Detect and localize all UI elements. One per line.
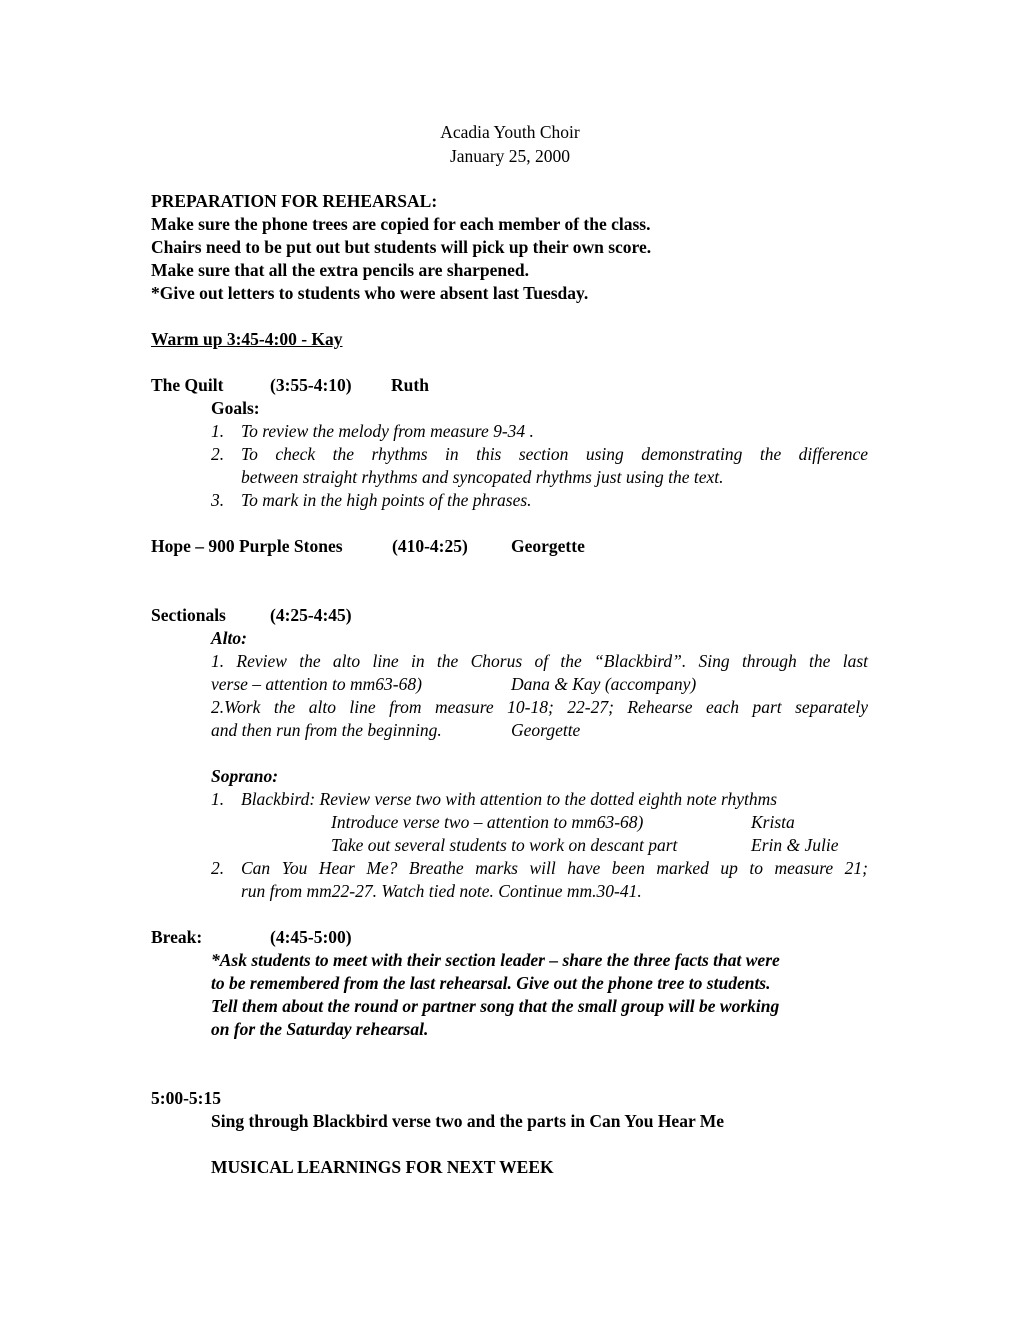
goal-text: To check the rhythms in this section using demonstrating the difference <box>241 444 868 464</box>
quilt-title: The Quilt <box>151 375 224 395</box>
goal-number: 1. <box>211 421 225 441</box>
document-date: January 25, 2000 <box>449 146 571 166</box>
goal-text: To mark in the high points of the phrases. <box>241 490 532 510</box>
alto-item-1-leader: Dana & Kay (accompany) <box>511 674 697 694</box>
soprano-item-1-line-2: Introduce verse two – attention to mm63-68) <box>331 812 644 832</box>
alto-label: Alto: <box>211 628 247 648</box>
hope-heading <box>151 535 595 558</box>
alto-item-2: 2.Work the alto line from measure 10-18; 22-27; Rehearse each part separately <box>211 697 868 717</box>
preparation-line: *Give out letters to students who were absent last Tuesday. <box>151 283 589 303</box>
alto-item-1: 1. Review the alto line in the Chorus of the “Blackbird”. Sing through the last <box>211 651 868 671</box>
sectionals-title: Sectionals <box>151 605 226 625</box>
soprano-item-2: Can You Hear Me? Breathe marks will have been marked up to measure 21; <box>241 858 868 878</box>
musical-learnings-heading: MUSICAL LEARNINGS FOR NEXT WEEK <box>211 1157 554 1177</box>
hope-title: Hope – 900 Purple Stones <box>151 536 343 556</box>
preparation-heading: PREPARATION FOR REHEARSAL: <box>151 191 438 211</box>
alto-item-2-cont: and then run from the beginning. <box>211 720 442 740</box>
quilt-time: (3:55-4:10) <box>270 375 352 395</box>
goal-number: 3. <box>211 490 225 510</box>
hope-time: (410-4:25) <box>392 536 468 556</box>
preparation-line: Chairs need to be put out but students will pick up their own score. <box>151 237 652 257</box>
goal-number: 2. <box>211 444 225 464</box>
quilt-leader: Ruth <box>391 375 429 395</box>
quilt-heading <box>151 374 434 397</box>
preparation-line: Make sure the phone trees are copied for each member of the class. <box>151 214 651 234</box>
soprano-item-number: 1. <box>211 789 225 809</box>
break-line: *Ask students to meet with their section leader – share the three facts that were <box>211 950 780 970</box>
final-time: 5:00-5:15 <box>151 1088 221 1108</box>
document-title: Acadia Youth Choir <box>440 122 580 142</box>
goal-text: between straight rhythms and syncopated rhythms just using the text. <box>241 467 724 487</box>
sectionals-time: (4:25-4:45) <box>270 605 352 625</box>
break-line: on for the Saturday rehearsal. <box>211 1019 429 1039</box>
hope-leader: Georgette <box>511 536 585 556</box>
soprano-item-1-leader: Krista <box>751 812 795 832</box>
soprano-item-1-leader: Erin & Julie <box>751 835 839 855</box>
soprano-item-2-cont: run from mm22-27. Watch tied note. Continue mm.30-41. <box>241 881 642 901</box>
preparation-line: Make sure that all the extra pencils are sharpened. <box>151 260 530 280</box>
break-line: to be remembered from the last rehearsal. Give out the phone tree to students. <box>211 973 771 993</box>
break-time: (4:45-5:00) <box>270 927 352 947</box>
goal-text: To review the melody from measure 9-34 . <box>241 421 534 441</box>
break-title: Break: <box>151 927 203 947</box>
alto-item-2-leader: Georgette <box>511 720 581 740</box>
goals-label: Goals: <box>211 398 260 418</box>
soprano-item-1: Blackbird: Review verse two with attention to the dotted eighth note rhythms <box>241 789 778 809</box>
soprano-item-1-line-3: Take out several students to work on descant part <box>331 835 678 855</box>
break-line: Tell them about the round or partner song that the small group will be working <box>211 996 780 1016</box>
soprano-item-number: 2. <box>211 858 225 878</box>
soprano-label: Soprano: <box>211 766 279 786</box>
alto-item-1-cont: verse – attention to mm63-68) <box>211 674 422 694</box>
final-text: Sing through Blackbird verse two and the parts in Can You Hear Me <box>211 1111 725 1131</box>
warmup-heading: Warm up 3:45-4:00 - Kay <box>151 329 343 349</box>
